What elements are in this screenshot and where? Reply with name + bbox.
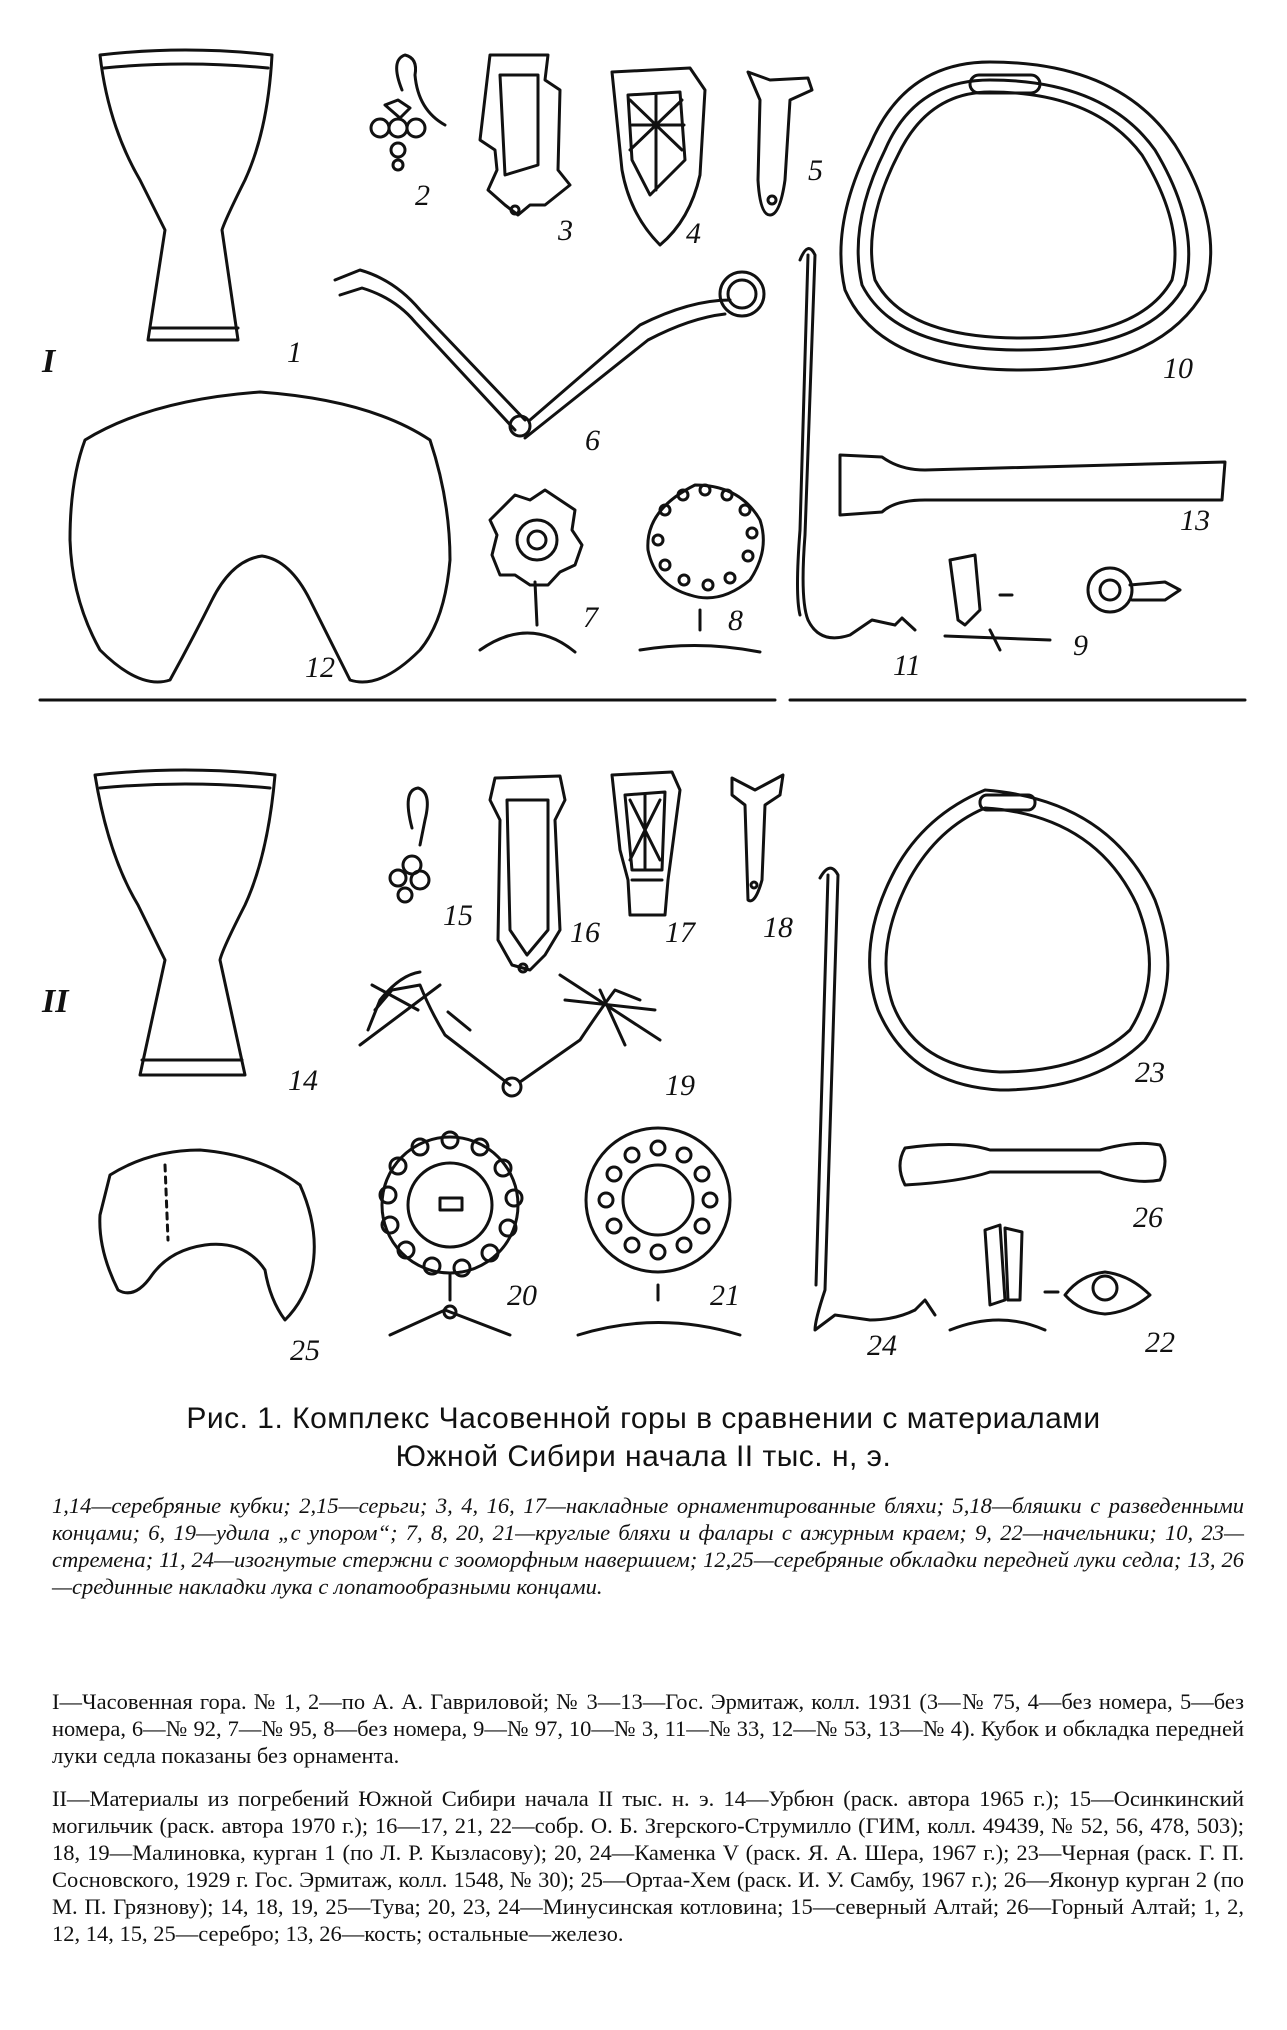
stirrup-drawing-23 xyxy=(870,790,1168,1090)
item-number-14: 14 xyxy=(288,1064,318,1097)
item-number-24: 24 xyxy=(867,1329,897,1362)
item-number-1: 1 xyxy=(287,336,302,369)
item-number-23: 23 xyxy=(1135,1056,1165,1089)
item-number-5: 5 xyxy=(808,154,823,187)
item-number-3: 3 xyxy=(558,214,573,247)
item-number-12: 12 xyxy=(305,651,335,684)
item-number-17: 17 xyxy=(665,916,695,949)
frontlet-drawing-9 xyxy=(945,555,1180,650)
item-number-2: 2 xyxy=(415,179,430,212)
group-i-description: I—Часовенная гора. № 1, 2—по А. А. Гавриловой; № 3—13—Гос. Эрмитаж, колл. 1931 (3—№ 75, 4—без номера, 5—без номера, 6—№ 92, 7—№ 95, 8—без номера, 9—№ 97, 10—№ 3, 11—№ 33, 12—№ 53, 13—№ 4). Кубок и обкладка передней луки седла показаны без орнамента. xyxy=(52,1689,1244,1768)
group-ii-description: II—Материалы из погребений Южной Сибири начала II тыс. н. э. 14—Урбюн (раск. автора 1965 г.); 15—Осинкинский могильчик (раск. автора 1970 г.); 16—17, 21, 22—собр. О. Б. Згерского-Струмилло (ГИМ, колл. 49439, № 52, 56, 478, 503); 18, 19—Малиновка, курган 1 (по Л. Р. Кызласову); 20, 24—Каменка V (раск. Я. А. Шера, 1967 г.); 23—Черная (раск. Г. П. Сосновского, 1929 г. Гос. Эрмитаж, колл. 1548, № 30); 25—Ортаа-Хем (раск. И. У. Самбу, 1967 г.); 26—Яконур курган 2 (по М. П. Грязнову); 14, 18, 19, 25—Тува; 20, 23, 24—Минусинская котловина; 15—северный Алтай; 26—Горный Алтай; 1, 2, 12, 14, 15, 25—серебро; 13, 26—кость; остальные—железо. xyxy=(52,1786,1244,1946)
saddle-plate-drawing-12 xyxy=(70,392,450,682)
section-label-ii: II xyxy=(42,983,69,1020)
bit-drawing-19 xyxy=(360,972,660,1096)
plaque-drawing-16 xyxy=(490,776,565,972)
item-number-7: 7 xyxy=(583,601,598,634)
cup-drawing-14 xyxy=(95,770,275,1075)
item-number-11: 11 xyxy=(893,649,921,682)
figure-title xyxy=(40,1400,1247,1476)
item-number-18: 18 xyxy=(763,911,793,944)
item-number-9: 9 xyxy=(1073,629,1088,662)
figure-title-line-2: Южной Сибири начала II тыс. н, э. xyxy=(395,1440,892,1473)
item-number-21: 21 xyxy=(710,1279,740,1312)
item-number-10: 10 xyxy=(1163,352,1193,385)
figure-title-line-1: Рис. 1. Комплекс Часовенной горы в сравнении с материалами xyxy=(186,1402,1101,1435)
handle-drawing-26 xyxy=(900,1143,1165,1185)
ring-plaque-drawing-20 xyxy=(380,1132,522,1335)
section-label-i: I xyxy=(42,343,56,380)
item-number-13: 13 xyxy=(1180,504,1210,537)
item-number-8: 8 xyxy=(728,604,743,637)
item-number-4: 4 xyxy=(686,217,701,250)
item-number-26: 26 xyxy=(1133,1201,1163,1234)
figure-legend: 1,14—серебряные кубки; 2,15—серьги; 3, 4, 16, 17—накладные орнаментированные бляхи; 5,18—бляшки с разведенными концами; 6, 19—удила „с упором“; 7, 8, 20, 21—круглые бляхи и фалары с ажурным краем; 9, 22—начельники; 10, 23—стремена; 11, 24—изогнутые стержни с зооморфным навершием; 12,25—серебряные обкладки передней луки седла; 13, 26—срединные накладки лука с лопатообразными концами. xyxy=(52,1493,1244,1599)
rod-drawing-24 xyxy=(815,868,935,1330)
plaque-drawing-18 xyxy=(732,775,783,901)
item-number-22: 22 xyxy=(1145,1326,1175,1359)
ring-plaque-drawing-7 xyxy=(480,490,582,652)
cup-drawing-1 xyxy=(100,50,272,340)
item-number-25: 25 xyxy=(290,1334,320,1367)
plaque-drawing-5 xyxy=(748,72,812,215)
item-number-19: 19 xyxy=(665,1069,695,1102)
item-number-6: 6 xyxy=(585,424,600,457)
frontlet-drawing-22 xyxy=(950,1225,1150,1330)
item-number-20: 20 xyxy=(507,1279,537,1312)
item-number-16: 16 xyxy=(570,916,600,949)
ring-plaque-drawing-8 xyxy=(640,485,763,652)
plaque-drawing-3 xyxy=(480,55,570,215)
earring-drawing-15 xyxy=(390,788,429,902)
saddle-plate-drawing-25 xyxy=(100,1150,314,1320)
plaque-drawing-17 xyxy=(612,772,680,915)
handle-drawing-13 xyxy=(840,455,1225,515)
bit-drawing-6 xyxy=(335,270,764,438)
item-number-15: 15 xyxy=(443,899,473,932)
stirrup-drawing-10 xyxy=(841,62,1211,370)
earring-drawing-2 xyxy=(371,55,445,170)
